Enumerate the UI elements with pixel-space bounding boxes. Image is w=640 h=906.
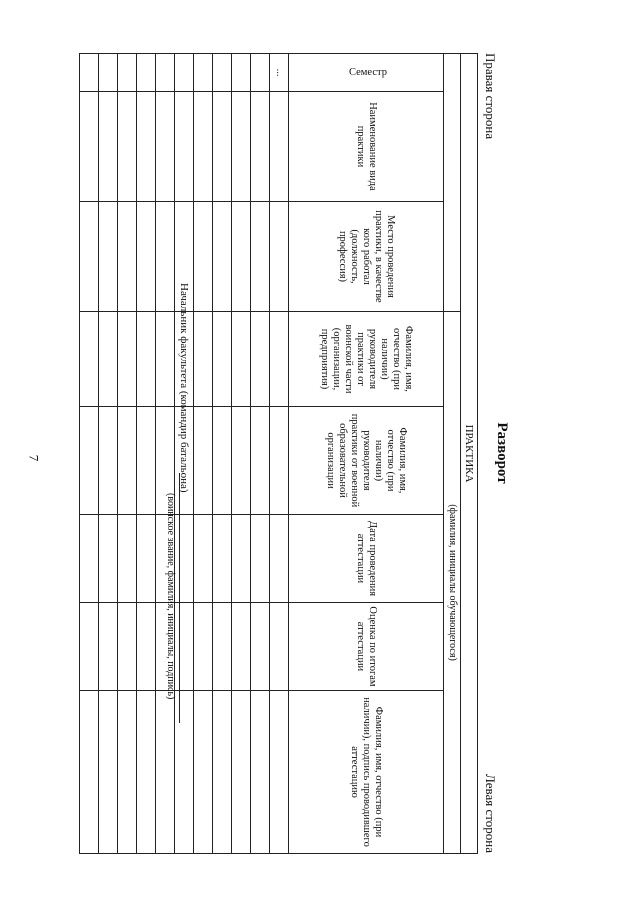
table-row (118, 54, 137, 854)
table-row (194, 54, 213, 854)
table-row (270, 54, 289, 854)
column-header-practice-type: Наименование вида практики (289, 92, 444, 202)
table-cell: ... (270, 54, 289, 92)
column-header-unit-supervisor: Фамилия, имя, отчество (при наличии) руководителя практики от воинской части (организации, предприятия) (289, 312, 444, 407)
table-cell (270, 603, 289, 691)
table-cell (270, 515, 289, 603)
left-side-label: Левая сторона (483, 774, 498, 853)
practice-table (79, 53, 478, 854)
table-row (137, 54, 156, 854)
table-row (156, 54, 175, 854)
table-row (213, 54, 232, 854)
blank-caption (444, 54, 461, 312)
table-cell (270, 407, 289, 515)
table-row (251, 54, 270, 854)
right-side-label: Правая сторона (483, 53, 498, 140)
table-cell (270, 92, 289, 202)
column-header-grade: Оценка по итогам аттестации (289, 603, 444, 691)
section-caption: ПРАКТИКА (461, 54, 478, 854)
column-header-semester: Семестр (289, 54, 444, 92)
column-header-attestation-date: Дата проведения аттестации (289, 515, 444, 603)
signer-caption: (воинское звание, фамилия, инициалы, подпись) (165, 493, 176, 700)
column-header-school-supervisor: Фамилия, имя, отчество (при наличии) руководителя практики от военной образовательной организации (289, 407, 444, 515)
spread-heading: Разворот (494, 422, 510, 484)
column-header-place: Место проведения практики, в качестве кого работал (должность, профессия) (289, 202, 444, 312)
table-row (80, 54, 99, 854)
signer-label: Начальник факультета (командир батальона) (178, 283, 190, 493)
student-line-caption: (фамилия, инициалы обучающегося) (444, 312, 461, 854)
table-cell (270, 312, 289, 407)
table-cell (270, 202, 289, 312)
signature-line (179, 473, 180, 723)
table-row (99, 54, 118, 854)
table-row (232, 54, 251, 854)
table-cell (270, 691, 289, 854)
page-number: 7 (26, 454, 42, 462)
column-header-attestor: Фамилия, имя, отчество (при наличии), подпись проводившего аттестацию (289, 691, 444, 854)
rotated-spread (130, 53, 510, 853)
